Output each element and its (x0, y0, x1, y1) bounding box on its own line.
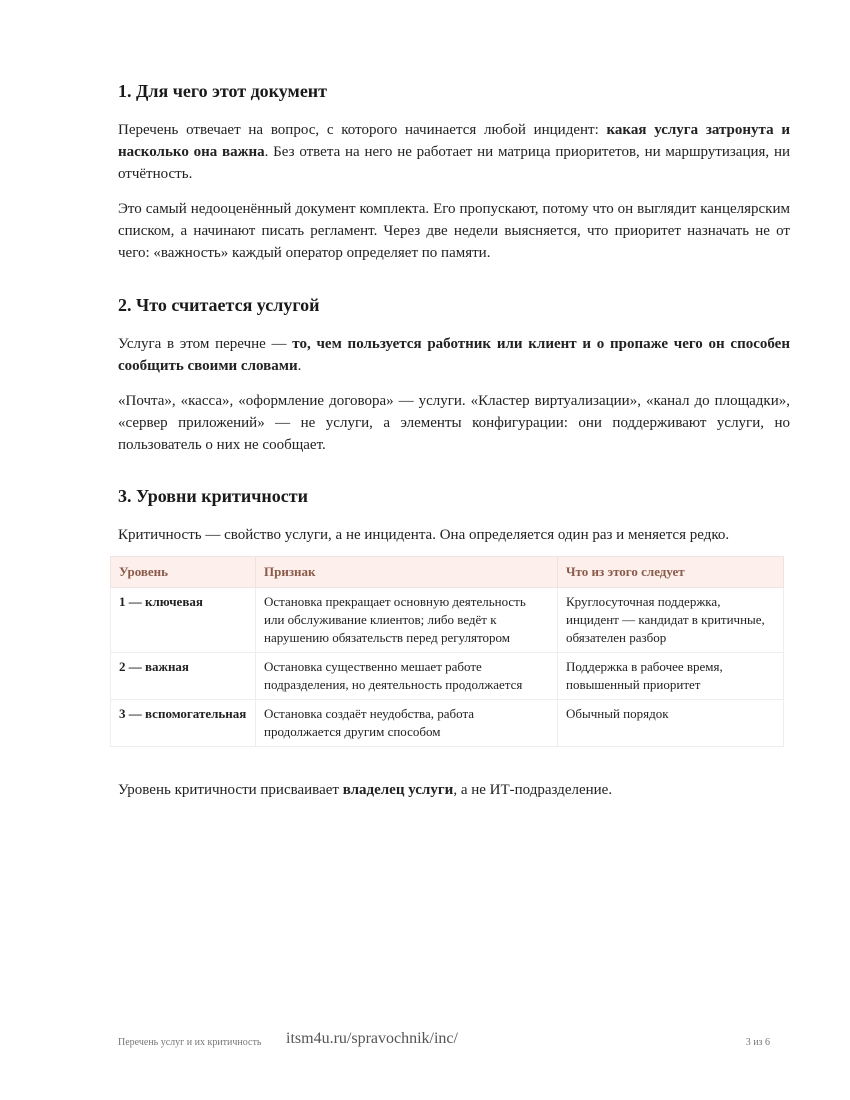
section-service-definition (118, 292, 790, 456)
table-cell-sign: Остановка создаёт неудобства, работа продолжается другим способом (256, 700, 558, 747)
text-run: . (297, 358, 302, 374)
bold-text-run: какая услуга затронута и насколько она важна (118, 122, 790, 160)
section-purpose (118, 78, 790, 264)
closing-paragraph (118, 779, 790, 801)
section-heading: 2. Что считается услугой (118, 295, 320, 315)
bold-text-run: то, чем пользуется работник или клиент и о пропаже чего он способен сообщить своими словами (118, 336, 790, 374)
text-run: Услуга в этом перечне — (118, 336, 293, 352)
paragraph: Критичность — свойство услуги, а не инцидента. Она определяется один раз и меняется редко. (118, 527, 730, 543)
table-row (111, 588, 784, 653)
section-heading: 3. Уровни критичности (118, 486, 308, 506)
column-header-sign: Признак (256, 557, 558, 588)
bold-text-run: владелец услуги (342, 782, 454, 798)
table-header-row (111, 557, 784, 588)
footer-page-number: 3 из 6 (745, 1037, 770, 1048)
table-cell-sign: Остановка прекращает основную деятельность или обслуживание клиентов; либо ведёт к нарушению обязательств перед регулятором (256, 588, 558, 653)
column-header-consequence: Что из этого следует (558, 557, 784, 588)
table-cell-level: 3 — вспомогательная (111, 700, 256, 747)
paragraph: «Почта», «касса», «оформление договора» — услуги. «Кластер виртуализации», «канал до площадки», «сервер приложений» — не услуги, а элементы конфигурации: они поддерживают услуги, но пользователь о них не сообщает. (118, 393, 790, 453)
page-footer (118, 1030, 770, 1054)
column-header-level: Уровень (111, 557, 256, 588)
table-cell-consequence: Круглосуточная поддержка, инцидент — кандидат в критичные, обязателен разбор (558, 588, 784, 653)
section-criticality-levels (118, 483, 790, 801)
table-cell-consequence: Поддержка в рабочее время, повышенный приоритет (558, 653, 784, 700)
table-cell-level: 2 — важная (111, 653, 256, 700)
footer-url-link[interactable]: itsm4u.ru/spravochnik/inc/ (286, 1030, 458, 1047)
table-cell-level: 1 — ключевая (111, 588, 256, 653)
document-page (118, 78, 790, 828)
table-cell-sign: Остановка существенно мешает работе подразделения, но деятельность продолжается (256, 653, 558, 700)
text-run: . Без ответа на него не работает ни матрица приоритетов, ни маршрутизация, ни отчётность. (118, 144, 790, 182)
paragraph: Это самый недооценённый документ комплекта. Его пропускают, потому что он выглядит канцелярским списком, а начинают писать регламент. Через две недели выясняется, что приоритет назначать не от чего: «важность» каждый оператор определяет по памяти. (118, 201, 790, 261)
section-heading: 1. Для чего этот документ (118, 81, 328, 101)
text-run: , а не ИТ-подразделение. (453, 782, 613, 798)
text-run: Перечень отвечает на вопрос, с которого начинается любой инцидент: (118, 122, 607, 138)
paragraph (118, 119, 790, 185)
table-cell-consequence: Обычный порядок (558, 700, 784, 747)
footer-document-title: Перечень услуг и их критичность (118, 1037, 262, 1048)
table-row (111, 653, 784, 700)
text-run: Уровень критичности присваивает (118, 782, 343, 798)
paragraph (118, 333, 790, 377)
table-row (111, 700, 784, 747)
criticality-table (110, 556, 784, 747)
